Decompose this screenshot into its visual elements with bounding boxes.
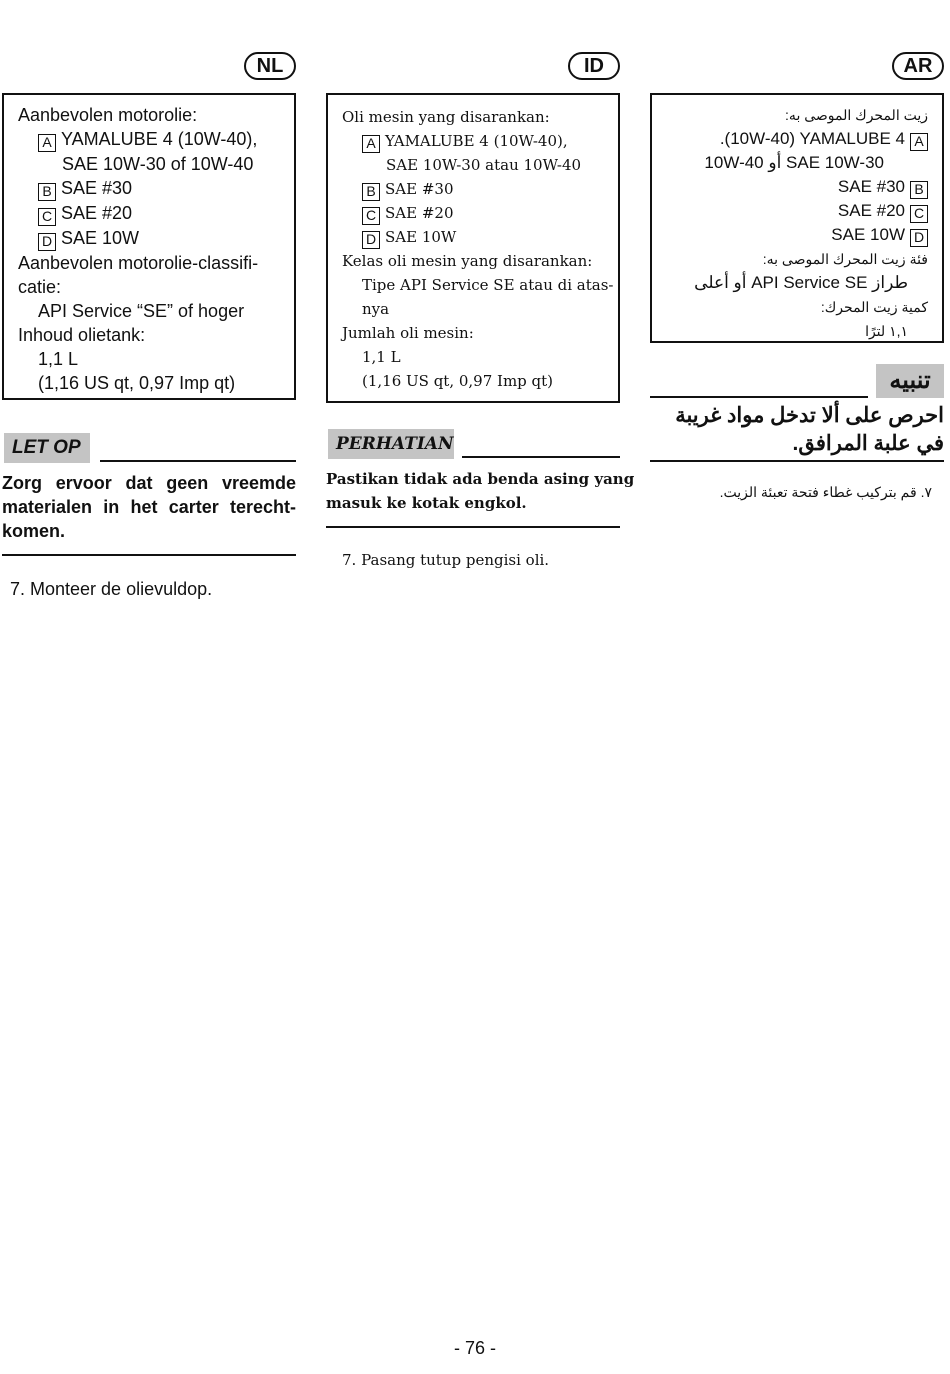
key-c: C <box>38 208 56 226</box>
caution-header <box>650 364 944 398</box>
oil-item-c: CSAE #20 <box>666 199 928 223</box>
key-a: A <box>362 135 380 153</box>
oil-heading: Aanbevolen motorolie: <box>18 105 198 125</box>
caution-text: احرص على ألا تدخل مواد غريبة في علبة المرافق. <box>675 404 944 455</box>
oil-item-b: B SAE #30 <box>18 176 280 201</box>
oil-item-a-cont: SAE 10W-30 atau 10W-40 <box>386 156 582 174</box>
oil-item-a: A.(10W-40) YAMALUBE 4 <box>666 127 928 151</box>
caution-label: تنبيه <box>876 364 944 398</box>
classification-value: API Service “SE” of hoger <box>38 301 245 321</box>
oil-item-b: B SAE #30 <box>342 177 604 201</box>
oil-item-a: A YAMALUBE 4 (10W-40), <box>18 127 280 152</box>
key-b: B <box>362 183 380 201</box>
page-number: - 76 - <box>453 1338 496 1358</box>
caution-bottom-rule <box>2 554 296 556</box>
caution-rule <box>462 456 620 458</box>
oil-item-c: C SAE #20 <box>18 201 280 226</box>
caution-label: LET OP <box>4 433 90 463</box>
caution-text-line-1: Pastikan tidak ada benda asing yang <box>326 470 635 488</box>
classification-value-cont: nya <box>362 300 390 318</box>
capacity-heading: Jumlah oli mesin: <box>342 324 474 342</box>
oil-item-a-cont: SAE 10W-30 أو 10W-40 <box>704 153 884 172</box>
key-d: D <box>910 229 928 247</box>
caution-bottom-rule <box>326 526 620 528</box>
oil-item-d: D SAE 10W <box>18 226 280 251</box>
oil-item-b: BSAE #30 <box>666 175 928 199</box>
capacity-value: ١,١ لترًا <box>865 323 908 339</box>
key-a: A <box>38 134 56 152</box>
caution-header <box>2 433 296 465</box>
capacity-value-imperial: (1,16 US qt, 0,97 Imp qt) <box>38 373 236 393</box>
caution-header <box>326 429 620 461</box>
oil-item-d: DSAE 10W <box>666 223 928 247</box>
oil-item-a-cont: SAE 10W-30 of 10W-40 <box>62 154 254 174</box>
step-7: 7. Pasang tutup pengisi oli. <box>342 551 550 569</box>
step-7: ٧. قم بتركيب غطاء فتحة تعبئة الزيت. <box>719 484 932 500</box>
capacity-value: 1,1 L <box>362 348 401 366</box>
oil-item-d: D SAE 10W <box>342 225 604 249</box>
caution-label: PERHATIAN <box>328 429 454 459</box>
capacity-heading: كمية زيت المحرك: <box>820 299 928 315</box>
caution-bottom-rule <box>650 460 944 462</box>
capacity-value-imperial: (1,16 US qt, 0,97 Imp qt) <box>362 372 554 390</box>
oil-heading: زيت المحرك الموصى به: <box>785 107 928 123</box>
caution-text: Zorg ervoor dat geen vreemde materialen in het carter terecht-komen. <box>2 473 296 541</box>
classification-value: Tipe API Service SE atau di atas- <box>362 276 614 294</box>
key-d: D <box>38 233 56 251</box>
key-b: B <box>38 183 56 201</box>
caution-text <box>326 467 635 515</box>
oil-item-a: A YAMALUBE 4 (10W-40), <box>342 129 604 153</box>
classification-heading-cont: catie: <box>18 277 62 297</box>
capacity-heading: Inhoud olietank: <box>18 325 146 345</box>
capacity-value: 1,1 L <box>38 349 79 369</box>
classification-value: طراز API Service SE أو أعلى <box>694 273 908 292</box>
oil-item-c: C SAE #20 <box>342 201 604 225</box>
key-c: C <box>910 205 928 223</box>
oil-spec-box <box>2 93 296 400</box>
oil-heading: Oli mesin yang disarankan: <box>342 108 550 126</box>
caution-text-line-2: masuk ke kotak engkol. <box>326 494 527 512</box>
oil-spec-box <box>326 93 620 403</box>
key-b: B <box>910 181 928 199</box>
language-badge-id: ID <box>568 52 620 80</box>
caution-rule <box>650 396 868 398</box>
language-badge-ar: AR <box>892 52 944 80</box>
classification-heading: Kelas oli mesin yang disarankan: <box>342 252 593 270</box>
key-d: D <box>362 231 380 249</box>
oil-spec-box <box>650 93 944 343</box>
language-badge-nl: NL <box>244 52 296 80</box>
key-c: C <box>362 207 380 225</box>
key-a: A <box>910 133 928 151</box>
classification-heading: فئة زيت المحرك الموصى به: <box>762 251 928 267</box>
step-7: 7. Monteer de olievuldop. <box>10 579 213 599</box>
caution-rule <box>100 460 296 462</box>
classification-heading: Aanbevolen motorolie-classifi- <box>18 253 259 273</box>
